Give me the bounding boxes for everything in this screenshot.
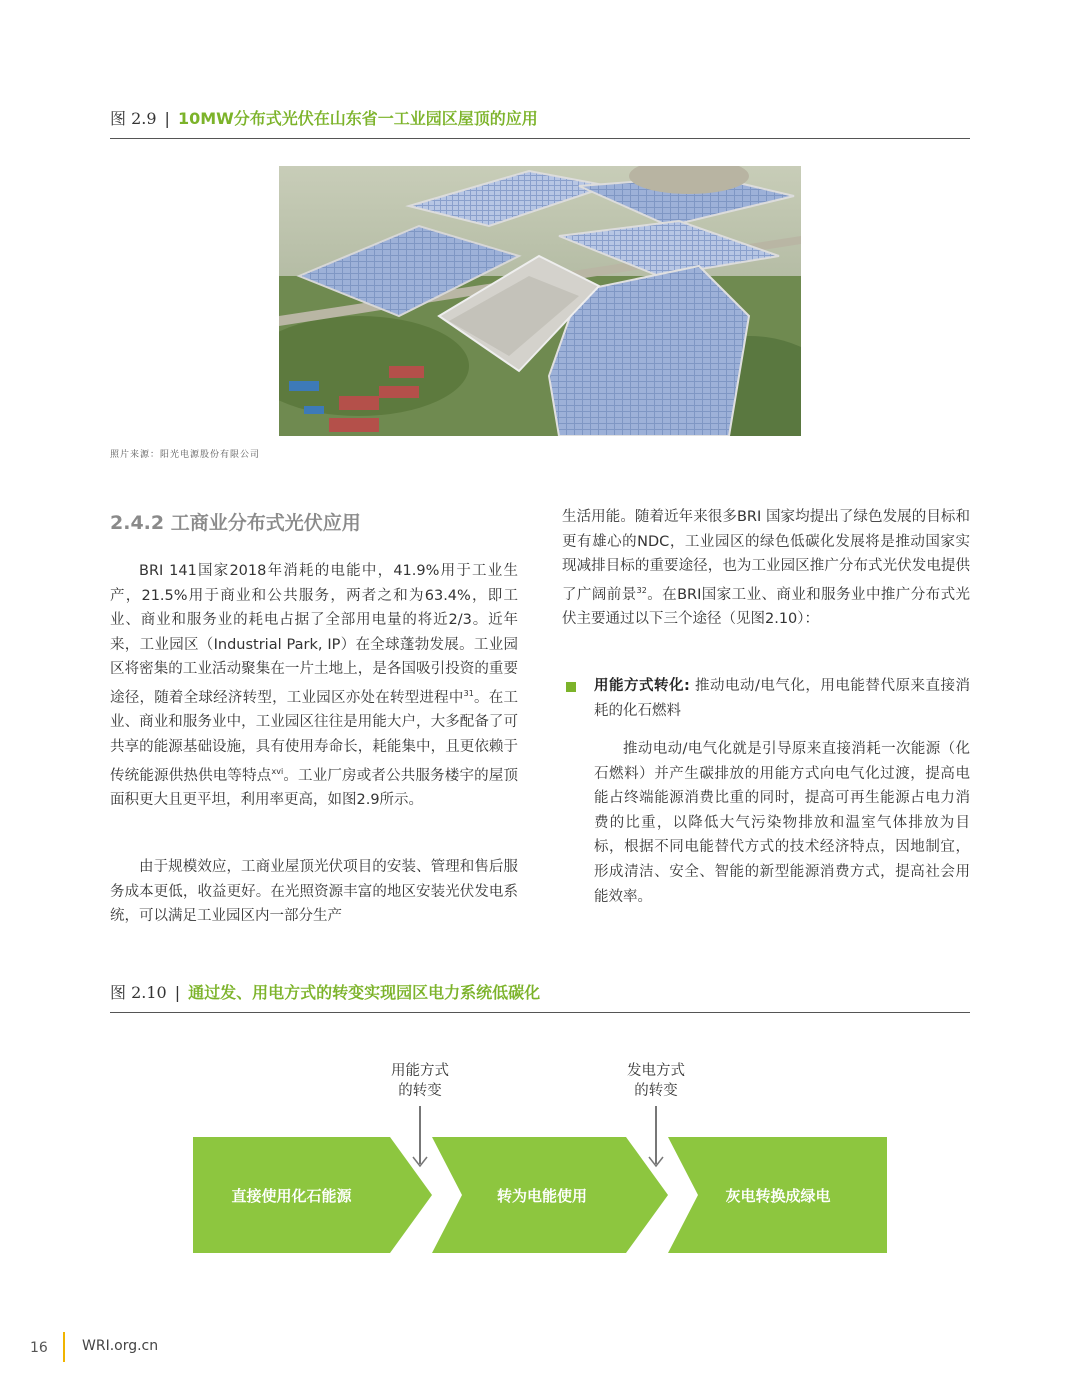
chevron-right-icon (390, 1137, 432, 1253)
figure-title: 10MW分布式光伏在山东省一工业园区屋顶的应用 (177, 109, 538, 128)
left-paragraph-1 (110, 559, 518, 813)
footer-divider (63, 1332, 65, 1362)
bullet-item (594, 674, 970, 723)
left-p1-text: BRI 141国家2018年消耗的电能中，41.9%用于工业生产，21.5%用于商业和公共服务，两者之和为63.4%，即工业、商业和服务业的耗电占据了全部用电量的将近2/3。近年来，工业园区（Industrial Park, IP）在全球蓬勃发展。工业园区将密集的工业活动聚集在一片土地上，是各国吸引投资的重要途径，随着全球经济转型，工业园区亦处在转型进程中 (110, 563, 518, 706)
right-p1-text-b: 。在BRI国家工业、商业和服务业中推广分布式光伏主要通过以下三个途径（见图2.10）： (562, 586, 970, 628)
left-p1-text-c: 。工业厂房或者公共服务楼宇的屋顶面积更大且更平坦，利用率更高，如图2.9所示。 (110, 767, 519, 808)
bullet-square-icon (566, 682, 576, 692)
figure-2-9-header (110, 108, 970, 139)
flow-step-label: 转为电能使用 (496, 1186, 587, 1205)
transition-label-consumption: 用能方式 的转变 (391, 1063, 449, 1099)
bullet-text: 推动电动/电气化，用电能替代原来直接消耗的化石燃料 (594, 678, 970, 719)
right-paragraph-1 (562, 505, 970, 632)
flow-step-label: 直接使用化石能源 (231, 1186, 352, 1205)
figure-separator: | (164, 109, 170, 128)
page-number: 16 (30, 1340, 48, 1356)
rooftop-solar-photo (279, 166, 801, 436)
figure-number: 图 2.10 (110, 983, 167, 1002)
bullet-bold-label: 用能方式转化: (594, 678, 690, 694)
transition-label-generation: 发电方式 的转变 (627, 1063, 685, 1099)
footer-website: WRI.org.cn (82, 1338, 159, 1354)
figure-title: 通过发、用电方式的转变实现园区电力系统低碳化 (188, 983, 541, 1002)
left-p1-text-b: 。在工业、商业和服务业中，工业园区往往是用能大户，大多配备了可共享的能源基础设施，具有使用寿命长，耗能集中，且更依赖于传统能源供热供电等特点 (110, 689, 518, 784)
bullet-body-paragraph: 推动电动/电气化就是引导原来直接消耗一次能源（化石燃料）并产生碳排放的用能方式向电气化过渡，提高电能占终端能源消费比重的同时，提高可再生能源占电力消费的比重，以降低大气污染物排放和温室气体排放为目标，根据不同电能替代方式的技术经济特点，因地制宜，形成清洁、安全、智能的新型能源消费方式，提高社会用能效率。 (594, 741, 970, 905)
footnote-ref: 32 (636, 585, 647, 595)
section-heading: 2.4.2 工商业分布式光伏应用 (110, 512, 361, 534)
flow-step-fossil (193, 1137, 390, 1253)
figure-separator: | (174, 983, 181, 1002)
flow-step-label: 灰电转换成绿电 (725, 1186, 831, 1205)
left-paragraph-2: 由于规模效应，工商业屋顶光伏项目的安装、管理和售后服务成本更低，收益更好。在光照资源丰富的地区安装光伏发电系统，可以满足工业园区内一部分生产 (110, 859, 518, 925)
figure-number: 图 2.9 (110, 109, 157, 128)
photo-credit: 照片来源：阳光电源股份有限公司 (110, 450, 261, 460)
footnote-ref: xvi (271, 766, 284, 776)
right-p1-text: 生活用能。随着近年来很多BRI 国家均提出了绿色发展的目标和更有雄心的NDC，工业园区的绿色低碳化发展将是推动国家实现减排目标的重要途径，也为工业园区推广分布式光伏发电提供了广阔前景 (562, 509, 970, 603)
figure-2-10-header (110, 982, 970, 1013)
footnote-ref: 31 (463, 688, 474, 698)
